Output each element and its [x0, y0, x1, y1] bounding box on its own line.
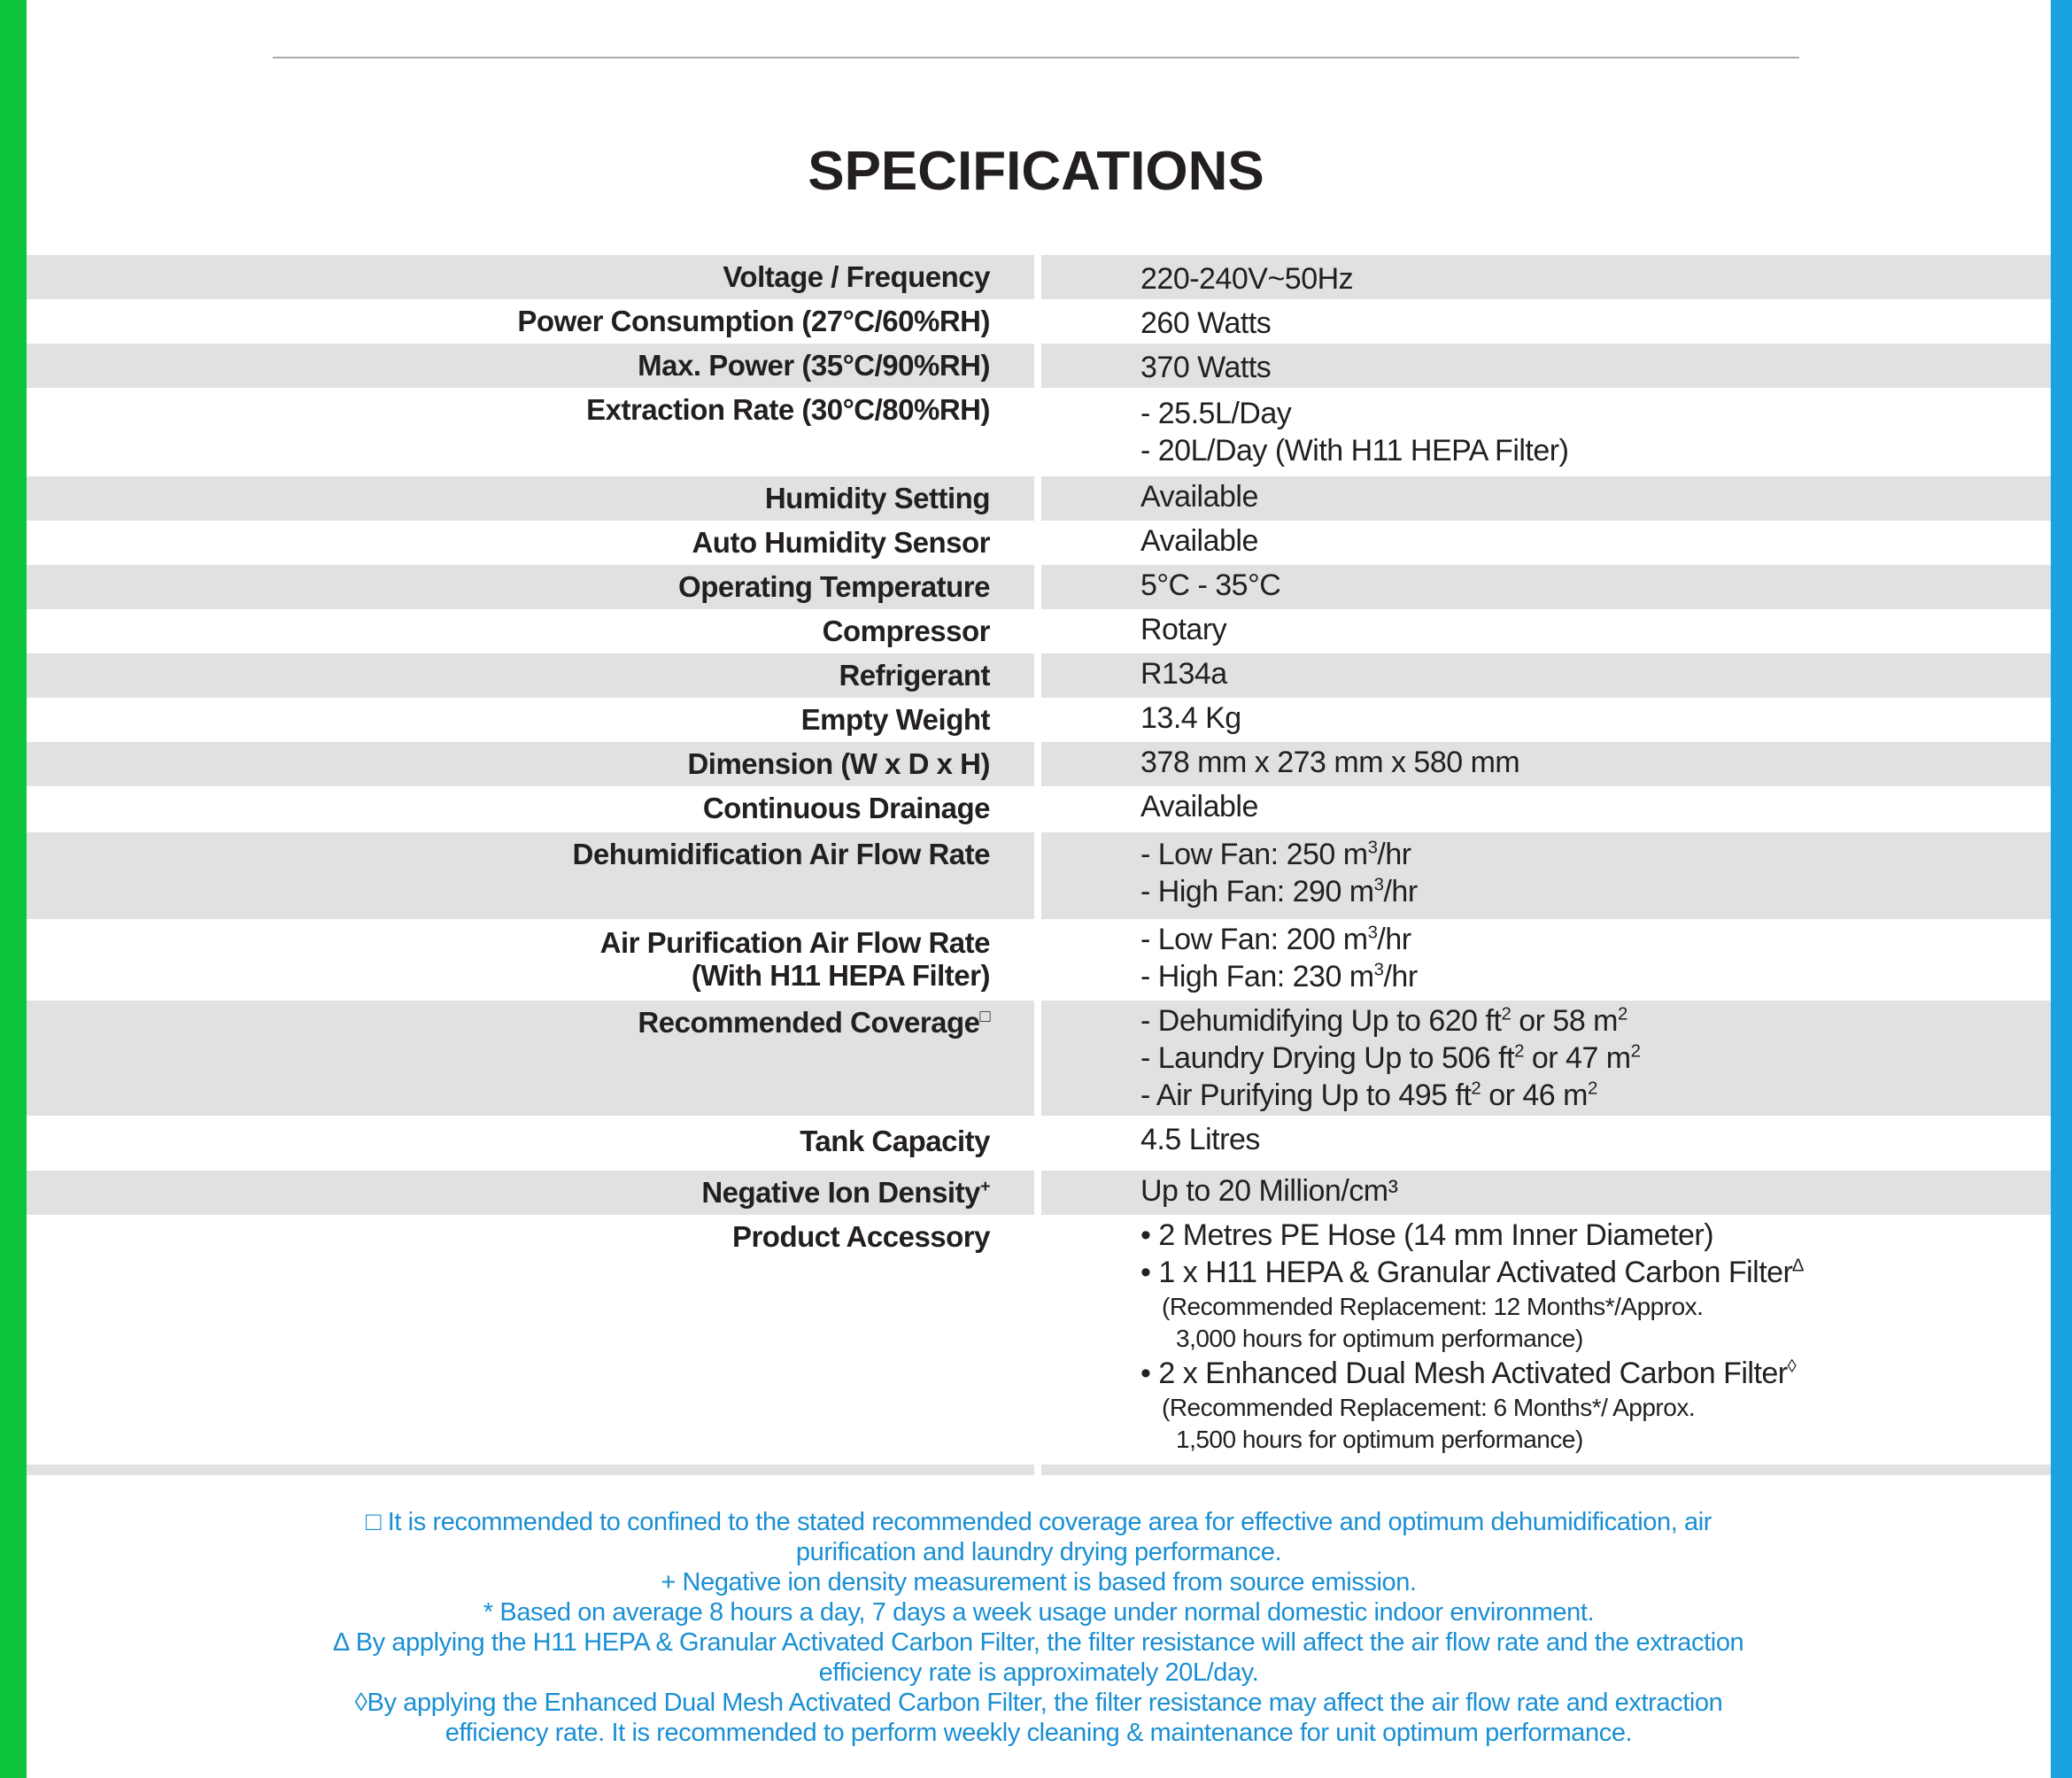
footnote-hepa-2: efficiency rate is approximately 20L/day.: [818, 1658, 1259, 1687]
footnote-coverage: □ It is recommended to confined to the stated recommended coverage area for effective and optimum dehumidification, air: [365, 1508, 1712, 1536]
footnote-ion: + Negative ion density measurement is based from source emission.: [661, 1568, 1417, 1596]
spec-row-extraction: [27, 388, 2051, 476]
top-divider: [273, 57, 1799, 58]
footnote-usage: * Based on average 8 hours a day, 7 days a week usage under normal domestic indoor environment.: [483, 1598, 1595, 1627]
accessory-mesh-note-2: 1,500 hours for optimum performance): [1176, 1426, 1583, 1453]
spec-value: [1140, 1002, 1640, 1114]
spec-value: 13.4 Kg: [1140, 701, 1241, 735]
spec-value: R134a: [1140, 657, 1227, 691]
spec-value: [1140, 836, 1418, 910]
purif-low-fan: - Low Fan: 200 $m^3/hr$: [1140, 923, 1411, 956]
accessory-mesh-note: (Recommended Replacement: 6 Months*/ Approx.: [1162, 1394, 1696, 1421]
spec-label: Humidity Setting: [764, 482, 990, 514]
spec-value: Rotary: [1140, 613, 1227, 646]
spec-value: Up to 20 Million/cm³: [1140, 1174, 1398, 1208]
spec-value: 5°C - 35°C: [1140, 568, 1281, 602]
spec-label: Continuous Drainage: [702, 792, 990, 824]
spec-label: Product Accessory: [731, 1220, 990, 1253]
spec-value: 220-240V~50Hz: [1140, 262, 1354, 296]
spec-value: 260 Watts: [1140, 306, 1272, 340]
spec-label: Operating Temperature: [678, 570, 990, 603]
dehum-low-fan: - Low Fan: 250 $m^3/hr$: [1140, 838, 1411, 871]
spec-label: Dimension (W x D x H): [687, 747, 990, 780]
footnote-hepa: ∆ By applying the H11 HEPA & Granular Activated Carbon Filter, the filter resistance will affect the air flow rate and the extraction: [333, 1628, 1744, 1657]
spec-value: 4.5 Litres: [1140, 1123, 1260, 1156]
spec-row-accessory: [27, 1215, 2051, 1465]
spec-label: Extraction Rate (30°C/80%RH): [586, 393, 990, 426]
spec-value: 370 Watts: [1140, 351, 1272, 384]
spec-row-drainage: [27, 786, 2051, 831]
spec-value: 378 mm x 273 mm x 580 mm: [1140, 746, 1520, 779]
footnote-mesh-2: efficiency rate. It is recommended to perform weekly cleaning & maintenance for unit optimum performance.: [445, 1719, 1633, 1747]
spec-label: Empty Weight: [800, 703, 990, 736]
spec-row-power: [27, 299, 2051, 344]
spec-row-weight: [27, 698, 2051, 742]
spec-row-tank: [27, 1116, 2051, 1171]
spec-label: Negative Ion Density+: [701, 1176, 990, 1209]
footnotes: [27, 1507, 2051, 1748]
accessory-mesh-filter: • 2 x Enhanced Dual Mesh Activated Carbon Filter◊: [1140, 1357, 1797, 1390]
spec-row-dimension: [27, 742, 2051, 786]
accessory-hepa-filter: • 1 x H11 HEPA & Granular Activated Carbon Filter∆: [1140, 1256, 1804, 1289]
spec-row-compressor: [27, 609, 2051, 653]
footnote-coverage-2: purification and laundry drying performance.: [795, 1538, 1282, 1566]
spec-row-coverage: [27, 1001, 2051, 1116]
spec-value: Available: [1140, 524, 1258, 558]
spec-row-ion-density: [27, 1171, 2051, 1215]
spec-row-max-power: [27, 344, 2051, 388]
coverage-laundry: - Laundry Drying Up to 506 $ft^2$ or 47 $m^2$: [1140, 1041, 1641, 1075]
accessory-hose: • 2 Metres PE Hose (14 mm Inner Diameter): [1140, 1218, 1714, 1252]
spec-label: Refrigerant: [839, 659, 990, 692]
spec-label: Air Purification Air Flow Rate (With H11 HEPA Filter): [599, 926, 990, 992]
accessory-hepa-note-2: 3,000 hours for optimum performance): [1176, 1325, 1583, 1352]
spec-row-auto-humidity: [27, 521, 2051, 565]
spec-label: Dehumidification Air Flow Rate: [572, 838, 990, 870]
spec-value: [1140, 1217, 1803, 1456]
spec-row-humidity-setting: [27, 476, 2051, 521]
spec-value: Available: [1140, 480, 1258, 514]
spec-label: Recommended Coverage□: [638, 1006, 990, 1039]
spec-row-refrigerant: [27, 653, 2051, 698]
right-blue-edge: [2051, 0, 2072, 1778]
footnote-mesh: ◊By applying the Enhanced Dual Mesh Activated Carbon Filter, the filter resistance may affect the air flow rate and extraction: [354, 1689, 1723, 1717]
spec-label: Compressor: [822, 615, 990, 647]
spec-value: [1140, 395, 1568, 469]
spec-label: Auto Humidity Sensor: [692, 526, 990, 559]
table-bottom-bar: [27, 1465, 2051, 1475]
spec-row-operating-temp: [27, 565, 2051, 609]
spec-label: Tank Capacity: [800, 1125, 990, 1157]
accessory-hepa-note: (Recommended Replacement: 12 Months*/Approx.: [1162, 1293, 1704, 1320]
spec-value: Available: [1140, 790, 1258, 823]
page-title: SPECIFICATIONS: [808, 141, 1264, 202]
left-green-edge: [0, 0, 27, 1778]
spec-row-dehum-airflow: [27, 832, 2051, 919]
spec-label: Voltage / Frequency: [723, 260, 990, 293]
spec-value: [1140, 921, 1418, 995]
coverage-dehumidifying: - Dehumidifying Up to 620 $ft^2$ or 58 $m^2$: [1140, 1004, 1627, 1038]
spec-label: Power Consumption (27°C/60%RH): [517, 305, 990, 337]
coverage-purifying: - Air Purifying Up to 495 $ft^2$ or 46 $m^2$: [1140, 1078, 1597, 1112]
extraction-line-1: - 25.5L/Day: [1140, 397, 1292, 430]
purif-high-fan: - High Fan: 230 $m^3/hr$: [1140, 960, 1418, 993]
spec-row-voltage: [27, 255, 2051, 299]
spec-row-purif-airflow: [27, 921, 2051, 1001]
extraction-line-2: - 20L/Day (With H11 HEPA Filter): [1140, 434, 1569, 468]
dehum-high-fan: - High Fan: 290 $m^3/hr$: [1140, 875, 1418, 908]
spec-label: Max. Power (35°C/90%RH): [638, 349, 990, 382]
